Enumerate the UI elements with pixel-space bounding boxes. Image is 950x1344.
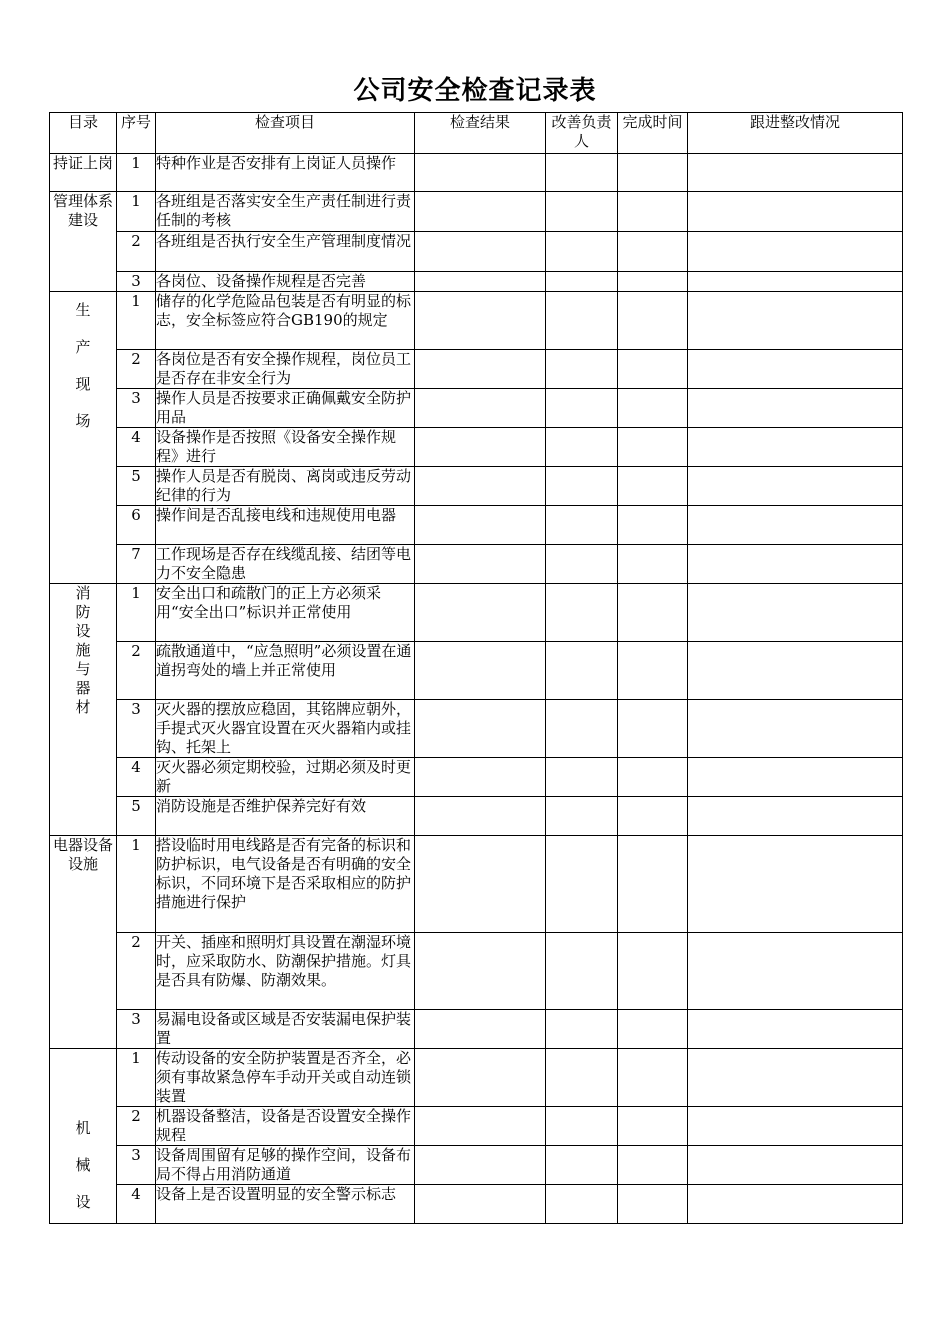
check-item-cell: 消防设施是否维护保养完好有效 bbox=[156, 797, 415, 836]
result-cell[interactable] bbox=[415, 272, 546, 292]
category-cell: 管理体系建设 bbox=[50, 192, 117, 292]
deadline-cell[interactable] bbox=[618, 154, 688, 192]
responsible-cell[interactable] bbox=[546, 758, 618, 797]
header-item: 检查项目 bbox=[156, 113, 415, 154]
result-cell[interactable] bbox=[415, 797, 546, 836]
table-row bbox=[50, 192, 903, 232]
deadline-cell[interactable] bbox=[618, 232, 688, 272]
table-row bbox=[50, 272, 903, 292]
check-item-cell: 设备操作是否按照《设备安全操作规程》进行 bbox=[156, 428, 415, 467]
deadline-cell[interactable] bbox=[618, 389, 688, 428]
followup-cell[interactable] bbox=[688, 350, 903, 389]
inspection-table bbox=[49, 112, 903, 1224]
seq-cell: 5 bbox=[117, 797, 156, 836]
followup-cell[interactable] bbox=[688, 1049, 903, 1107]
check-item-cell: 安全出口和疏散门的正上方必须采用“安全出口”标识并正常使用 bbox=[156, 584, 415, 642]
responsible-cell[interactable] bbox=[546, 584, 618, 642]
followup-cell[interactable] bbox=[688, 545, 903, 584]
header-row bbox=[50, 113, 903, 154]
result-cell[interactable] bbox=[415, 758, 546, 797]
check-item-cell: 疏散通道中，“应急照明”必须设置在通道拐弯处的墙上并正常使用 bbox=[156, 642, 415, 700]
table-row bbox=[50, 642, 903, 700]
seq-cell: 4 bbox=[117, 758, 156, 797]
result-cell[interactable] bbox=[415, 584, 546, 642]
table-row bbox=[50, 584, 903, 642]
responsible-cell[interactable] bbox=[546, 797, 618, 836]
followup-cell[interactable] bbox=[688, 642, 903, 700]
seq-cell: 1 bbox=[117, 1049, 156, 1107]
seq-cell: 1 bbox=[117, 292, 156, 350]
header-deadline: 完成时间 bbox=[618, 113, 688, 154]
followup-cell[interactable] bbox=[688, 1010, 903, 1049]
deadline-cell[interactable] bbox=[618, 467, 688, 506]
deadline-cell[interactable] bbox=[618, 506, 688, 545]
seq-cell: 3 bbox=[117, 389, 156, 428]
deadline-cell[interactable] bbox=[618, 642, 688, 700]
result-cell[interactable] bbox=[415, 1146, 546, 1185]
result-cell[interactable] bbox=[415, 389, 546, 428]
followup-cell[interactable] bbox=[688, 192, 903, 232]
seq-cell: 7 bbox=[117, 545, 156, 584]
header-followup: 跟进整改情况 bbox=[688, 113, 903, 154]
check-item-cell: 操作人员是否按要求正确佩戴安全防护用品 bbox=[156, 389, 415, 428]
check-item-cell: 设备周围留有足够的操作空间，设备布局不得占用消防通道 bbox=[156, 1146, 415, 1185]
table-row bbox=[50, 292, 903, 350]
deadline-cell[interactable] bbox=[618, 292, 688, 350]
check-item-cell: 特种作业是否安排有上岗证人员操作 bbox=[156, 154, 415, 192]
followup-cell[interactable] bbox=[688, 389, 903, 428]
seq-cell: 2 bbox=[117, 232, 156, 272]
check-item-cell: 工作现场是否存在线缆乱接、结团等电力不安全隐患 bbox=[156, 545, 415, 584]
responsible-cell[interactable] bbox=[546, 836, 618, 933]
responsible-cell[interactable] bbox=[546, 428, 618, 467]
seq-cell: 1 bbox=[117, 192, 156, 232]
check-item-cell: 易漏电设备或区域是否安装漏电保护装置 bbox=[156, 1010, 415, 1049]
seq-cell: 6 bbox=[117, 506, 156, 545]
result-cell[interactable] bbox=[415, 350, 546, 389]
followup-cell[interactable] bbox=[688, 584, 903, 642]
seq-cell: 4 bbox=[117, 428, 156, 467]
result-cell[interactable] bbox=[415, 192, 546, 232]
responsible-cell[interactable] bbox=[546, 232, 618, 272]
deadline-cell[interactable] bbox=[618, 758, 688, 797]
check-item-cell: 灭火器的摆放应稳固，其铭牌应朝外，手提式灭火器宜设置在灭火器箱内或挂钩、托架上 bbox=[156, 700, 415, 758]
category-cell: 机 械 设 bbox=[50, 1049, 117, 1224]
table-row bbox=[50, 700, 903, 758]
table-row bbox=[50, 1049, 903, 1107]
responsible-cell[interactable] bbox=[546, 467, 618, 506]
followup-cell[interactable] bbox=[688, 506, 903, 545]
table-row bbox=[50, 1107, 903, 1146]
responsible-cell[interactable] bbox=[546, 1146, 618, 1185]
header-seq: 序号 bbox=[117, 113, 156, 154]
seq-cell: 3 bbox=[117, 1010, 156, 1049]
header-responsible: 改善负责人 bbox=[546, 113, 618, 154]
seq-cell: 4 bbox=[117, 1185, 156, 1224]
deadline-cell[interactable] bbox=[618, 836, 688, 933]
result-cell[interactable] bbox=[415, 836, 546, 933]
seq-cell: 2 bbox=[117, 1107, 156, 1146]
responsible-cell[interactable] bbox=[546, 700, 618, 758]
responsible-cell[interactable] bbox=[546, 272, 618, 292]
deadline-cell[interactable] bbox=[618, 1010, 688, 1049]
check-item-cell: 操作间是否乱接电线和违规使用电器 bbox=[156, 506, 415, 545]
seq-cell: 1 bbox=[117, 584, 156, 642]
responsible-cell[interactable] bbox=[546, 292, 618, 350]
responsible-cell[interactable] bbox=[546, 1010, 618, 1049]
result-cell[interactable] bbox=[415, 232, 546, 272]
result-cell[interactable] bbox=[415, 154, 546, 192]
check-item-cell: 开关、插座和照明灯具设置在潮湿环境时，应采取防水、防潮保护措施。灯具是否具有防爆、防潮效果。 bbox=[156, 933, 415, 1010]
result-cell[interactable] bbox=[415, 1107, 546, 1146]
table-row bbox=[50, 758, 903, 797]
result-cell[interactable] bbox=[415, 1010, 546, 1049]
deadline-cell[interactable] bbox=[618, 272, 688, 292]
table-row bbox=[50, 1010, 903, 1049]
followup-cell[interactable] bbox=[688, 467, 903, 506]
check-item-cell: 储存的化学危险品包装是否有明显的标志，安全标签应符合GB190的规定 bbox=[156, 292, 415, 350]
check-item-cell: 搭设临时用电线路是否有完备的标识和防护标识，电气设备是否有明确的安全标识，不同环境下是否采取相应的防护措施进行保护 bbox=[156, 836, 415, 933]
responsible-cell[interactable] bbox=[546, 350, 618, 389]
table-row bbox=[50, 933, 903, 1010]
followup-cell[interactable] bbox=[688, 1185, 903, 1224]
deadline-cell[interactable] bbox=[618, 584, 688, 642]
check-item-cell: 各班组是否落实安全生产责任制进行责任制的考核 bbox=[156, 192, 415, 232]
seq-cell: 2 bbox=[117, 933, 156, 1010]
table-row bbox=[50, 428, 903, 467]
responsible-cell[interactable] bbox=[546, 192, 618, 232]
table-row bbox=[50, 232, 903, 272]
seq-cell: 2 bbox=[117, 642, 156, 700]
category-cell: 生 产 现 场 bbox=[50, 292, 117, 584]
check-item-cell: 灭火器必须定期校验，过期必须及时更新 bbox=[156, 758, 415, 797]
table-row bbox=[50, 836, 903, 933]
deadline-cell[interactable] bbox=[618, 700, 688, 758]
result-cell[interactable] bbox=[415, 545, 546, 584]
deadline-cell[interactable] bbox=[618, 428, 688, 467]
seq-cell: 1 bbox=[117, 836, 156, 933]
table-row bbox=[50, 467, 903, 506]
table-row bbox=[50, 350, 903, 389]
seq-cell: 2 bbox=[117, 350, 156, 389]
followup-cell[interactable] bbox=[688, 272, 903, 292]
responsible-cell[interactable] bbox=[546, 933, 618, 1010]
result-cell[interactable] bbox=[415, 1049, 546, 1107]
followup-cell[interactable] bbox=[688, 758, 903, 797]
responsible-cell[interactable] bbox=[546, 545, 618, 584]
deadline-cell[interactable] bbox=[618, 1146, 688, 1185]
followup-cell[interactable] bbox=[688, 797, 903, 836]
followup-cell[interactable] bbox=[688, 428, 903, 467]
table-row bbox=[50, 545, 903, 584]
check-item-cell: 传动设备的安全防护装置是否齐全，必须有事故紧急停车手动开关或自动连锁装置 bbox=[156, 1049, 415, 1107]
result-cell[interactable] bbox=[415, 933, 546, 1010]
responsible-cell[interactable] bbox=[546, 1107, 618, 1146]
seq-cell: 3 bbox=[117, 700, 156, 758]
check-item-cell: 设备上是否设置明显的安全警示标志 bbox=[156, 1185, 415, 1224]
seq-cell: 5 bbox=[117, 467, 156, 506]
deadline-cell[interactable] bbox=[618, 1107, 688, 1146]
table-row bbox=[50, 797, 903, 836]
result-cell[interactable] bbox=[415, 1185, 546, 1224]
category-cell: 电器设备设施 bbox=[50, 836, 117, 1049]
table-row bbox=[50, 154, 903, 192]
table-row bbox=[50, 506, 903, 545]
responsible-cell[interactable] bbox=[546, 506, 618, 545]
check-item-cell: 机器设备整洁，设备是否设置安全操作规程 bbox=[156, 1107, 415, 1146]
responsible-cell[interactable] bbox=[546, 1185, 618, 1224]
followup-cell[interactable] bbox=[688, 700, 903, 758]
check-item-cell: 各岗位是否有安全操作规程，岗位员工是否存在非安全行为 bbox=[156, 350, 415, 389]
responsible-cell[interactable] bbox=[546, 389, 618, 428]
check-item-cell: 操作人员是否有脱岗、离岗或违反劳动纪律的行为 bbox=[156, 467, 415, 506]
followup-cell[interactable] bbox=[688, 154, 903, 192]
table-row bbox=[50, 1185, 903, 1224]
responsible-cell[interactable] bbox=[546, 642, 618, 700]
check-item-cell: 各班组是否执行安全生产管理制度情况 bbox=[156, 232, 415, 272]
header-result: 检查结果 bbox=[415, 113, 546, 154]
deadline-cell[interactable] bbox=[618, 350, 688, 389]
responsible-cell[interactable] bbox=[546, 1049, 618, 1107]
deadline-cell[interactable] bbox=[618, 797, 688, 836]
seq-cell: 3 bbox=[117, 1146, 156, 1185]
deadline-cell[interactable] bbox=[618, 933, 688, 1010]
header-category: 目录 bbox=[50, 113, 117, 154]
result-cell[interactable] bbox=[415, 700, 546, 758]
responsible-cell[interactable] bbox=[546, 154, 618, 192]
followup-cell[interactable] bbox=[688, 1146, 903, 1185]
category-cell: 持证上岗 bbox=[50, 154, 117, 192]
check-item-cell: 各岗位、设备操作规程是否完善 bbox=[156, 272, 415, 292]
seq-cell: 1 bbox=[117, 154, 156, 192]
category-cell: 消 防 设 施 与 器 材 bbox=[50, 584, 117, 836]
deadline-cell[interactable] bbox=[618, 1049, 688, 1107]
result-cell[interactable] bbox=[415, 506, 546, 545]
result-cell[interactable] bbox=[415, 292, 546, 350]
table-row bbox=[50, 1146, 903, 1185]
followup-cell[interactable] bbox=[688, 1107, 903, 1146]
result-cell[interactable] bbox=[415, 428, 546, 467]
table-row bbox=[50, 389, 903, 428]
deadline-cell[interactable] bbox=[618, 192, 688, 232]
followup-cell[interactable] bbox=[688, 232, 903, 272]
deadline-cell[interactable] bbox=[618, 545, 688, 584]
followup-cell[interactable] bbox=[688, 933, 903, 1010]
result-cell[interactable] bbox=[415, 467, 546, 506]
result-cell[interactable] bbox=[415, 642, 546, 700]
followup-cell[interactable] bbox=[688, 292, 903, 350]
followup-cell[interactable] bbox=[688, 836, 903, 933]
page-title: 公司安全检查记录表 bbox=[353, 76, 597, 106]
deadline-cell[interactable] bbox=[618, 1185, 688, 1224]
seq-cell: 3 bbox=[117, 272, 156, 292]
